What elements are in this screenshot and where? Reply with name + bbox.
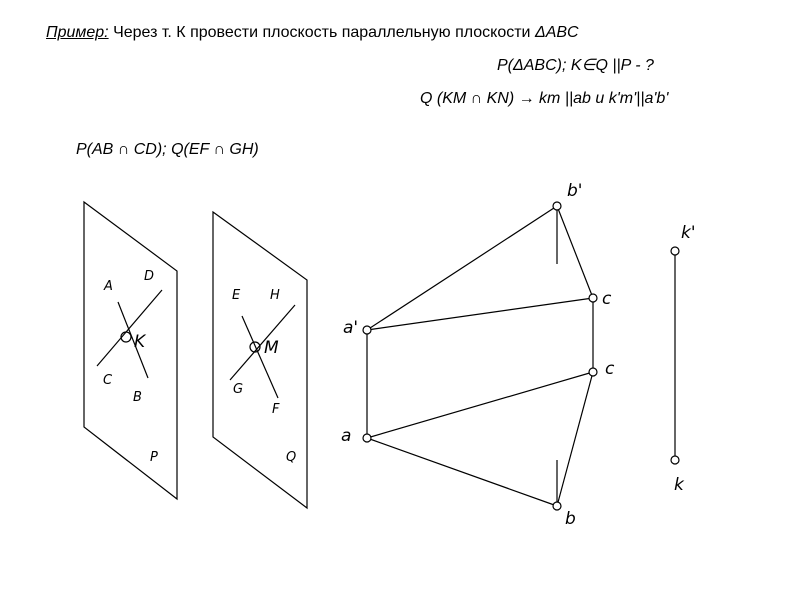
formula-line-2: Q (KM ∩ KN) → km ||ab и k'm'||a'b' [420, 90, 669, 107]
line-cd [97, 290, 162, 366]
point-k [671, 456, 679, 464]
point-b [553, 502, 561, 510]
label-a1: a' [343, 318, 359, 338]
line-gh [230, 305, 295, 380]
formula-line-1: P(ΔABC); K∈Q ||P - ? [497, 57, 654, 74]
edge-a1-b1 [367, 206, 557, 330]
label-M: M [264, 338, 279, 358]
point-k1 [671, 247, 679, 255]
label-G: G [233, 382, 244, 397]
label-E: E [232, 288, 241, 303]
task-abc: ABC [545, 24, 579, 41]
task-text: Через т. К провести плоскость параллельную плоскости [113, 24, 531, 41]
label-C: C [103, 373, 113, 388]
label-b1: b' [567, 181, 583, 201]
label-B: B [133, 390, 142, 405]
point-a [363, 434, 371, 442]
plane-p-outline [84, 202, 177, 499]
label-plane-P: P [150, 450, 158, 465]
label-A: A [104, 279, 113, 294]
edge-a-b [367, 438, 557, 506]
triangle-symbol: Δ [534, 24, 546, 41]
label-H: H [270, 288, 280, 303]
label-a: a [341, 426, 352, 446]
label-D: D [144, 269, 155, 284]
label-k1: k' [681, 223, 696, 243]
edge-a1-c1 [367, 298, 593, 330]
edge-a-c [367, 372, 593, 438]
label-k: k [674, 475, 684, 495]
edge-b1-c1 [557, 206, 593, 298]
label-K: K [134, 332, 146, 352]
label-F: F [272, 402, 280, 417]
point-c [589, 368, 597, 376]
example-label: Пример: [46, 24, 109, 41]
label-b: b [565, 509, 576, 529]
edge-b-c [557, 372, 593, 506]
point-c1 [589, 294, 597, 302]
label-c: c [605, 359, 615, 379]
formula-line-3: P(AB ∩ CD); Q(EF ∩ GH) [76, 141, 259, 158]
point-a1 [363, 326, 371, 334]
point-b1 [553, 202, 561, 210]
label-plane-Q: Q [286, 450, 297, 465]
label-c1: c [602, 289, 612, 309]
